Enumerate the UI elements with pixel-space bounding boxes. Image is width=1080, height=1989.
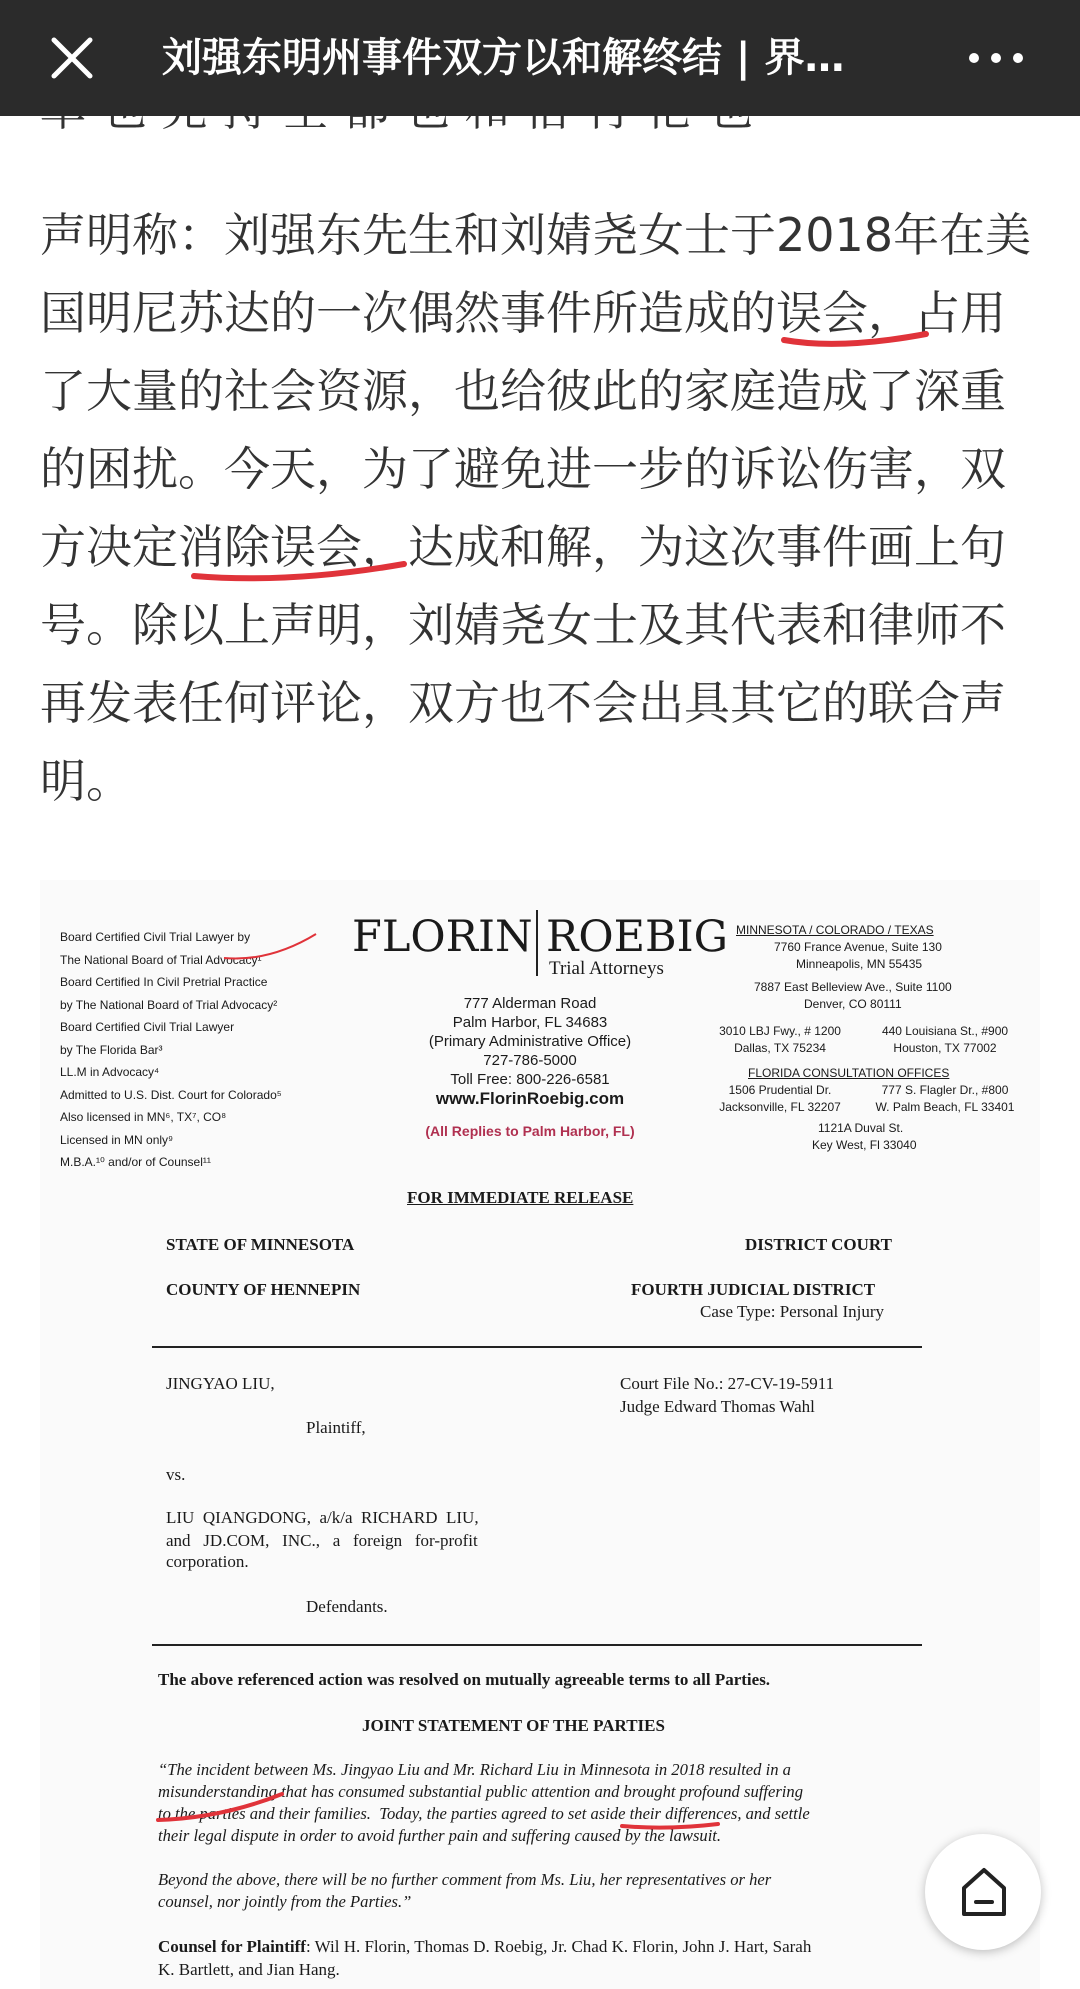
certification-item: Admitted to U.S. Dist. Court for Colorado⁵	[60, 1087, 282, 1102]
judge-name: Judge Edward Thomas Wahl	[620, 1397, 815, 1416]
address-line: Toll Free: 800-226-6581	[450, 1071, 610, 1088]
logo-text-left: FLORIN	[352, 912, 533, 962]
beyond-line: Beyond the above, there will be no further comment from Ms. Liu, her representatives or her	[158, 1870, 772, 1889]
article-line: 明。	[40, 754, 132, 808]
statement-line: their legal dispute in order to avoid further pain and suffering caused by the lawsuit.	[158, 1826, 722, 1845]
plaintiff-label: Plaintiff,	[306, 1418, 366, 1437]
counsel-names: : Wil H. Florin, Thomas D. Roebig, Jr. Chad K. Florin, John J. Hart, Sarah	[305, 1937, 812, 1956]
plaintiff-name: JINGYAO LIU,	[166, 1374, 275, 1393]
top-nav-bar	[0, 0, 1080, 116]
press-release-image	[40, 880, 1040, 1989]
state-label: STATE OF MINNESOTA	[166, 1235, 355, 1254]
counsel-label: Counsel for Plaintiff	[158, 1937, 306, 1956]
court-label: DISTRICT COURT	[745, 1235, 892, 1254]
office-line: 3010 LBJ Fwy., # 1200	[719, 1024, 841, 1038]
underline-mark	[618, 1816, 723, 1834]
home-button[interactable]	[925, 1834, 1041, 1950]
main-office-address	[410, 994, 650, 1141]
office-line: Houston, TX 77002	[893, 1041, 997, 1055]
certification-item: Board Certified In Civil Pretrial Practice	[60, 975, 268, 989]
resolved-statement: The above referenced action was resolved on mutually agreeable terms to all Parties.	[158, 1670, 771, 1689]
close-icon	[36, 22, 108, 94]
article-line: 再发表任何评论，双方也不会出具其它的联合声	[40, 676, 1006, 730]
joint-statement-heading: JOINT STATEMENT OF THE PARTIES	[362, 1716, 665, 1735]
defendants-label: Defendants.	[306, 1597, 388, 1616]
county-label: COUNTY OF HENNEPIN	[166, 1280, 361, 1299]
certification-item: Board Certified Civil Trial Lawyer by	[60, 930, 251, 944]
article-line: 国明尼苏达的一次偶然事件所造成的误会，占用	[40, 286, 1006, 340]
office-line: Key West, Fl 33040	[812, 1138, 917, 1152]
logo-text-right: ROEBIG	[546, 912, 728, 962]
article-line: 了大量的社会资源，也给彼此的家庭造成了深重	[40, 364, 1006, 418]
divider	[152, 1644, 922, 1646]
beyond-line: counsel, nor jointly from the Parties.”	[158, 1892, 412, 1911]
statement-line: “The incident between Ms. Jingyao Liu and Mr. Richard Liu in Minnesota in 2018 resulted in a	[158, 1760, 791, 1779]
certification-item: by The Florida Bar³	[60, 1042, 163, 1057]
defendant-line: LIU QIANGDONG, a/k/a RICHARD LIU,	[166, 1508, 479, 1527]
address-line: 727-786-5000	[483, 1052, 577, 1069]
home-icon	[958, 1864, 1010, 1920]
certification-item: LL.M in Advocacy⁴	[60, 1065, 160, 1079]
office-line: Jacksonville, FL 32207	[719, 1100, 841, 1114]
logo-divider	[536, 910, 538, 976]
fl-offices-heading: FLORIDA CONSULTATION OFFICES	[748, 1066, 950, 1080]
underline-mark	[220, 928, 320, 968]
more-button[interactable]	[960, 34, 1032, 82]
case-type: Case Type: Personal Injury	[700, 1302, 885, 1321]
certification-item: The National Board of Trial Advocacy¹	[60, 952, 262, 967]
address-line: 777 Alderman Road	[463, 995, 597, 1012]
defendant-line: corporation.	[166, 1552, 249, 1571]
office-line: W. Palm Beach, FL 33401	[875, 1100, 1015, 1114]
district-label: FOURTH JUDICIAL DISTRICT	[631, 1280, 876, 1299]
article-paragraph	[40, 196, 1050, 820]
close-button[interactable]	[36, 22, 108, 94]
divider	[152, 1346, 922, 1348]
office-locations	[700, 922, 1030, 1154]
article-line: 声明称：刘强东先生和刘婧尧女士于2018年在美	[40, 208, 1032, 262]
underline-mark	[152, 1790, 287, 1826]
office-line: Denver, CO 80111	[804, 997, 902, 1011]
address-line: (Primary Administrative Office)	[428, 1033, 632, 1050]
release-heading: FOR IMMEDIATE RELEASE	[407, 1188, 634, 1207]
certification-item: Licensed in MN only⁹	[60, 1132, 174, 1147]
replies-note: (All Replies to Palm Harbor, FL)	[425, 1123, 635, 1139]
defendant-line: and JD.COM, INC., a foreign for-profit	[166, 1531, 478, 1550]
office-line: Minneapolis, MN 55435	[796, 957, 923, 971]
vs-label: vs.	[166, 1465, 186, 1484]
address-line: Palm Harbor, FL 34683	[452, 1014, 608, 1031]
counsel-line: K. Bartlett, and Jian Hang.	[158, 1960, 340, 1979]
article-line: 的困扰。今天，为了避免进一步的诉讼伤害，双	[40, 442, 1006, 496]
counsel-line	[158, 1937, 811, 1957]
underline-mark	[190, 556, 410, 586]
statement-line: to the parties and their families. Today, the parties agreed to set aside their differences, and settle	[158, 1804, 810, 1823]
certification-item: Board Certified Civil Trial Lawyer	[60, 1020, 235, 1034]
article-line: 方决定消除误会，达成和解，为这次事件画上句	[40, 520, 1006, 574]
article-line: 号。除以上声明，刘婧尧女士及其代表和律师不	[40, 598, 1006, 652]
certification-item: by The National Board of Trial Advocacy²	[60, 997, 278, 1012]
logo-subtitle: Trial Attorneys	[549, 958, 664, 979]
office-line: 777 S. Flagler Dr., #800	[881, 1083, 1009, 1097]
office-line: 7760 France Avenue, Suite 130	[774, 940, 942, 954]
underline-mark	[780, 322, 930, 352]
website: www.FlorinRoebig.com	[435, 1089, 625, 1108]
office-line: 1121A Duval St.	[818, 1121, 904, 1135]
office-line: 440 Louisiana St., #900	[881, 1024, 1009, 1038]
office-line: 7887 East Belleview Ave., Suite 1100	[754, 980, 952, 994]
more-dots-icon	[960, 34, 1032, 82]
statement-line: misunderstanding that has consumed substantial public attention and brought profound suffering	[158, 1782, 804, 1801]
office-line: Dallas, TX 75234	[734, 1041, 826, 1055]
office-line: 1506 Prudential Dr.	[728, 1083, 832, 1097]
certification-item: Also licensed in MN⁶, TX⁷, CO⁸	[60, 1110, 227, 1124]
certification-item: M.B.A.¹⁰ and/or of Counsel¹¹	[60, 1155, 211, 1169]
court-file-number: Court File No.: 27-CV-19-5911	[620, 1374, 835, 1393]
offices-heading: MINNESOTA / COLORADO / TEXAS	[736, 923, 934, 937]
page-title: 刘强东明州事件双方以和解终结 | 界…	[162, 35, 845, 81]
